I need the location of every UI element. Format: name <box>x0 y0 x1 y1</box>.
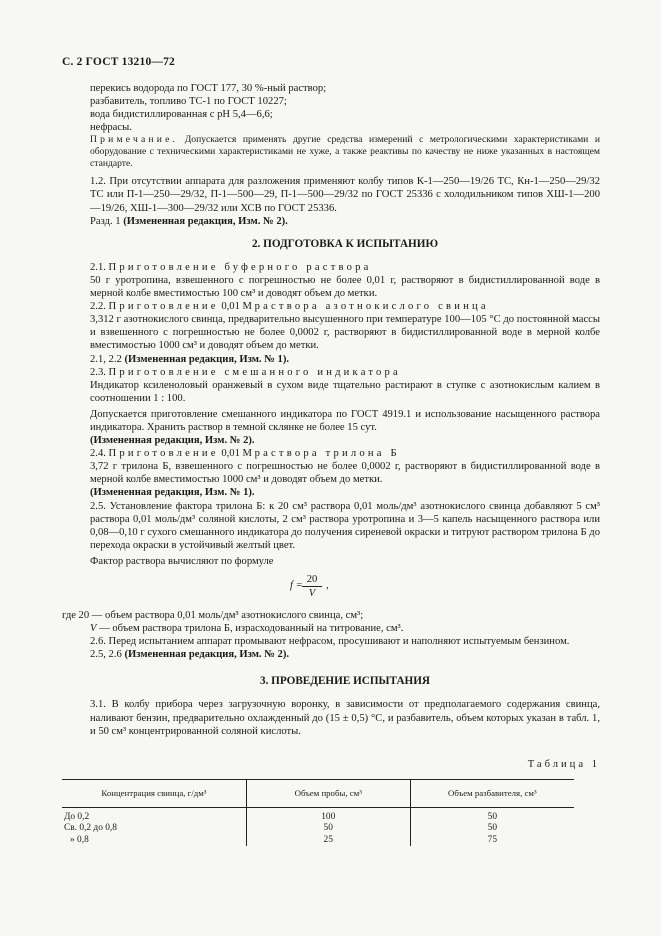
concentration: 0,01 М <box>218 448 255 460</box>
list-item: нефрасы. <box>90 122 132 134</box>
clause-number: 2.2. <box>90 301 109 313</box>
clause-title: Приготовление <box>108 448 219 460</box>
where-line: где 20 — объем раствора 0,01 моль/дм³ азотнокислого свинца, см³; <box>62 610 364 621</box>
revision-bold: (Измененная редакция, Изм. № 1). <box>124 353 289 365</box>
paragraph-2-5: 2.5. Установление фактора трилона Б: к 20 см³ раствора 0,01 моль/дм³ азотнокислого свинца добавляют 5 см³ раствора 0,01 моль/дм³ соляной кислоты, 2 см³ раствора уротропина и 3—5 капель насыщенного раствора или 0,08—0,10 г сухого смешанного индикатора до получения сиреневой окраски и титруют раствором трилона Б до перехода окраски в устойчивый желтый цвет. <box>90 500 600 551</box>
revision-ref: Разд. 1 <box>90 215 124 227</box>
revision-bold: (Измененная редакция, Изм. № 2). <box>123 215 288 227</box>
column-header: Объем пробы, см³ <box>246 779 410 807</box>
paragraph-1-2: 1.2. При отсутствии аппарата для разложения применяют колбу типов К-1—250—19/26 ТС, Кн-1—250—29/32 ТС или П-1—250—29/32, П-1—500—29, П-1—500—29/32 по ГОСТ 25336 с холодильником типов ХШ-1—200—19/26, ХШ-1—300—29/32 или ХСВ по ГОСТ 25336. <box>90 176 600 214</box>
section-3-title: 3. ПРОВЕДЕНИЕ ИСПЫТАНИЯ <box>259 675 431 688</box>
paragraph-3-1: 3.1. В колбу прибора через загрузочную воронку, в зависимости от предполагаемого содержания свинца, наливают бензин, предварительно охлажденный до (15 ± 0,5) °С, и разбавитель, объем которых указан в табл. 1, и 50 см³ концентрированной соляной кислоты. <box>90 699 600 737</box>
document-body <box>62 82 600 846</box>
paragraph-2-6: 2.6. Перед испытанием аппарат промывают нефрасом, просушивают и наполняют испытуемым бензином. <box>90 636 570 648</box>
table-1 <box>62 779 574 847</box>
formula-lhs: f = <box>290 580 303 591</box>
table-cell: 75 <box>410 835 574 847</box>
table-cell: Св. 0,2 до 0,8 <box>64 823 117 834</box>
revision-note <box>90 648 600 661</box>
formula-denominator: V <box>308 588 316 599</box>
table-row <box>62 823 574 835</box>
revision-ref: 2.1, 2.2 <box>90 353 125 365</box>
revision-note: (Измененная редакция, Изм. № 2). <box>90 435 255 447</box>
revision-ref: 2.5, 2.6 <box>90 649 125 661</box>
list-item: перекись водорода по ГОСТ 177, 30 %-ный раствор; <box>90 83 327 94</box>
clause-title: Приготовление <box>108 301 219 313</box>
clause-title: раствора трилона Б <box>254 448 400 460</box>
table-header-row <box>62 779 574 807</box>
factor-formula <box>90 573 600 603</box>
formula-fraction <box>302 573 322 600</box>
table-caption: Таблица 1 <box>527 758 600 770</box>
formula-comma: , <box>326 580 329 591</box>
column-header: Объем разбавителя, см³ <box>410 779 574 807</box>
revision-note <box>90 215 600 228</box>
variable-v: V <box>90 623 97 635</box>
column-header: Концентрация свинца, г/дм³ <box>62 779 246 807</box>
table-cell: 50 <box>410 807 574 823</box>
where-line <box>90 622 600 635</box>
table-cell: 50 <box>410 823 574 835</box>
page-header: С. 2 ГОСТ 13210—72 <box>62 56 175 68</box>
paragraph-2-4: 3,72 г трилона Б, взвешенного с погрешностью не более 0,0002 г, растворяют в бидистиллированной воде в мерной колбе вместимостью 1000 см³ и доводят объем до метки. <box>90 461 600 486</box>
revision-note: (Измененная редакция, Изм. № 1). <box>90 487 255 499</box>
paragraph-2-1: 50 г уротропина, взвешенного с погрешностью не более 0,01 г, растворяют в бидистиллированной воде в мерной колбе вместимостью 100 см³ и доводят объем до метки. <box>90 274 600 300</box>
note-label: Примечание. <box>90 134 179 146</box>
paragraph-2-3-b: Допускается приготовление смешанного индикатора по ГОСТ 4919.1 и использование насыщенного раствора индикатора. Хранить раствор в темной склянке не более 15 сут. <box>90 408 600 433</box>
factor-intro: Фактор раствора вычисляют по формуле <box>90 555 274 567</box>
table-row <box>62 807 574 823</box>
note-text: Допускается применять другие средства измерений с метрологическими характеристиками и оборудование с техническими характеристиками не хуже, а также реактивы по качеству не ниже указанных в настоящем стандарте. <box>90 134 600 170</box>
list-item: вода бидистиллированная с pH 5,4—6,6; <box>90 109 273 121</box>
formula-numerator: 20 <box>302 573 322 587</box>
paragraph-2-3: Индикатор ксиленоловый оранжевый в сухом виде тщательно растирают в ступке с азотнокислым калием в соотношении 1 : 100. <box>90 379 600 404</box>
clause-number: 2.4. <box>90 448 109 460</box>
clause-title: Приготовление смешанного индикатора <box>108 366 401 378</box>
table-cell: 50 <box>246 823 410 835</box>
paragraph-2-4-heading <box>90 447 600 460</box>
paragraph-2-2: 3,312 г азотнокислого свинца, предварительно высушенного при температуре 100—105 °С до постоянной массы и взвешенного с погрешностью не более 0,0002 г, растворяют в бидистиллированной воде в мерной колбе вместимостью 1000 см³ и доводят объем до метки. <box>90 314 600 352</box>
list-item: разбавитель, топливо ТС-1 по ГОСТ 10227; <box>90 96 287 108</box>
revision-note <box>90 353 600 366</box>
clause-title: Приготовление буферного раствора <box>108 261 372 273</box>
table-cell: » 0,8 <box>70 834 89 845</box>
clause-number: 2.3. <box>90 366 109 378</box>
revision-bold: (Измененная редакция, Изм. № 2). <box>124 649 289 661</box>
clause-number: 2.1. <box>90 261 109 273</box>
note-paragraph <box>90 134 600 170</box>
table-cell: 100 <box>246 807 410 823</box>
concentration: 0,01 М <box>218 301 255 313</box>
table-cell: До 0,2 <box>64 811 90 822</box>
paragraph-2-1-heading <box>90 261 600 274</box>
section-2-title: 2. ПОДГОТОВКА К ИСПЫТАНИЮ <box>251 237 439 250</box>
table-cell: 25 <box>246 835 410 847</box>
table-row <box>62 835 574 847</box>
paragraph-2-2-heading <box>90 300 600 313</box>
paragraph-2-3-heading <box>90 366 600 379</box>
clause-title: раствора азотнокислого свинца <box>254 301 489 313</box>
where-text: — объем раствора трилона Б, израсходованный на титрование, см³. <box>96 623 404 635</box>
